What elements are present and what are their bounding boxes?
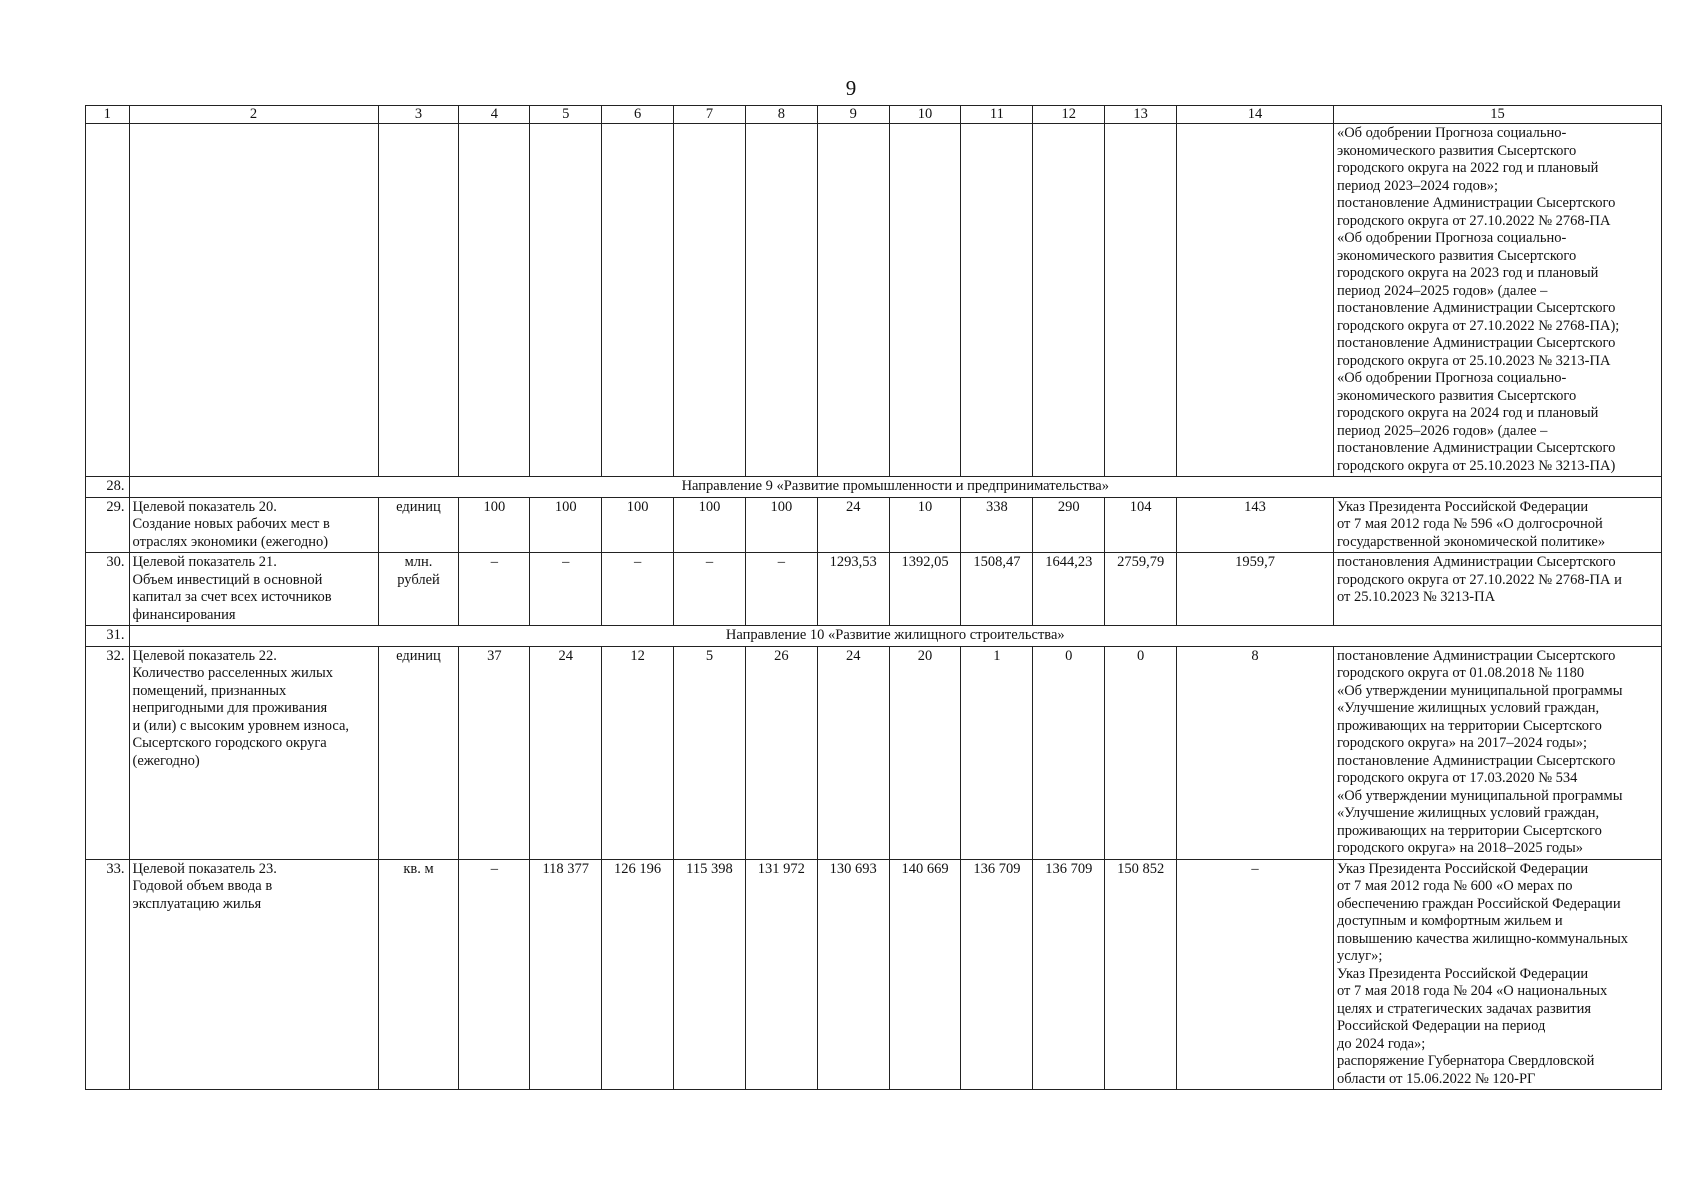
value-cell: 12 [602, 646, 674, 859]
text-line: помещений, признанных [132, 682, 287, 699]
indicator-name [129, 497, 378, 553]
text-line: городского округа» на 2017–2024 годы»; [1336, 735, 1588, 751]
text-line: от 7 мая 2018 года № 204 «О национальных [1336, 983, 1608, 999]
table-row [86, 859, 1662, 1090]
value-cell: 100 [530, 497, 602, 553]
text-line: постановление Администрации Сысертского [1336, 195, 1616, 211]
value-cell: 118 377 [530, 859, 602, 1090]
value-cell: 24 [817, 497, 889, 553]
value-cell: 2759,79 [1105, 553, 1177, 626]
direction-row [86, 626, 1662, 647]
value-cell: 150 852 [1105, 859, 1177, 1090]
text-line: до 2024 года»; [1336, 1035, 1426, 1052]
value-cell: – [745, 553, 817, 626]
text-line: «Улучшение жилищных условий граждан, [1336, 805, 1600, 821]
text-line: городского округа от 17.03.2020 № 534 [1336, 770, 1578, 786]
value-cell: 115 398 [674, 859, 746, 1090]
value-cell: 100 [674, 497, 746, 553]
empty-cell [961, 124, 1033, 477]
text-line: Целевой показатель 20. [132, 498, 277, 515]
text-line: млн. [404, 554, 433, 570]
text-line: Целевой показатель 22. [132, 647, 277, 664]
empty-cell [459, 124, 530, 477]
text-line: повышению качества жилищно-коммунальных [1336, 930, 1628, 947]
value-cell: 290 [1033, 497, 1105, 553]
row-number: 28. [86, 477, 130, 498]
text-line: городского округа от 25.10.2023 № 3213-ПА [1336, 352, 1611, 369]
column-header-6: 6 [602, 106, 674, 124]
text-line: экономического развития Сысертского [1336, 142, 1577, 159]
text-line: период 2024–2025 годов» (далее – [1336, 282, 1548, 299]
value-cell: 10 [889, 497, 961, 553]
value-cell: – [459, 553, 530, 626]
text-line: постановление Администрации Сысертского [1336, 647, 1616, 664]
text-line: городского округа от 25.10.2023 № 3213-ПА) [1336, 457, 1616, 474]
value-cell: 131 972 [745, 859, 817, 1090]
text-line: доступным и комфортным жильем и [1336, 913, 1563, 929]
value-cell: 24 [817, 646, 889, 859]
empty-cell [602, 124, 674, 477]
text-line: Указ Президента Российской Федерации [1336, 498, 1589, 515]
value-cell: 104 [1105, 497, 1177, 553]
empty-cell [1177, 124, 1334, 477]
column-header-7: 7 [674, 106, 746, 124]
text-line: городского округа от 27.10.2022 № 2768-ПА); [1336, 317, 1620, 334]
direction-title: Направление 9 «Развитие промышленности и предпринимательства» [129, 477, 1661, 498]
column-header-12: 12 [1033, 106, 1105, 124]
value-cell: 24 [530, 646, 602, 859]
value-cell: 143 [1177, 497, 1334, 553]
text-line: постановление Администрации Сысертского [1336, 440, 1616, 456]
text-line: проживающих на территории Сысертского [1336, 717, 1602, 734]
row-number: 29. [86, 497, 130, 553]
indicator-name [129, 553, 378, 626]
text-line: период 2023–2024 годов»; [1336, 177, 1499, 194]
direction-row [86, 477, 1662, 498]
text-line: Сысертского городского округа [132, 735, 327, 751]
text-line: городского округа от 27.10.2022 № 2768-ПА [1336, 212, 1611, 229]
column-header-8: 8 [745, 106, 817, 124]
empty-cell [1105, 124, 1177, 477]
text-line: экономического развития Сысертского [1336, 387, 1577, 404]
text-line: городского округа на 2024 год и плановый [1336, 405, 1599, 421]
value-cell: – [674, 553, 746, 626]
column-header-1: 1 [86, 106, 130, 124]
source-cell [1333, 859, 1661, 1090]
column-header-3: 3 [378, 106, 459, 124]
unit-cell [378, 553, 459, 626]
text-line: постановление Администрации Сысертского [1336, 752, 1616, 769]
indicator-name [129, 859, 378, 1090]
text-line: капитал за счет всех источников [132, 589, 332, 605]
text-line: «Об одобрении Прогноза социально- [1336, 125, 1567, 141]
column-header-15: 15 [1333, 106, 1661, 124]
text-line: Целевой показатель 21. [132, 554, 277, 570]
value-cell: 1959,7 [1177, 553, 1334, 626]
empty-cell [530, 124, 602, 477]
value-cell: 338 [961, 497, 1033, 553]
text-line: рублей [397, 571, 440, 588]
empty-cell [674, 124, 746, 477]
table-row [86, 553, 1662, 626]
indicators-table [85, 105, 1662, 1090]
text-line: от 7 мая 2012 года № 596 «О долгосрочной [1336, 516, 1603, 532]
value-cell: 37 [459, 646, 530, 859]
source-cell [1333, 553, 1661, 626]
value-cell: 100 [745, 497, 817, 553]
value-cell: – [1177, 859, 1334, 1090]
value-cell: 1 [961, 646, 1033, 859]
text-line: единиц [396, 647, 441, 664]
text-line: от 7 мая 2012 года № 600 «О мерах по [1336, 878, 1573, 894]
text-line: обеспечению граждан Российской Федерации [1336, 895, 1621, 912]
text-line: от 25.10.2023 № 3213-ПА [1336, 589, 1496, 605]
empty-cell [1033, 124, 1105, 477]
text-line: Указ Президента Российской Федерации [1336, 860, 1589, 877]
text-line: финансирования [132, 606, 236, 623]
value-cell: 100 [602, 497, 674, 553]
text-line: Указ Президента Российской Федерации [1336, 965, 1589, 982]
value-cell: 1293,53 [817, 553, 889, 626]
table-row [86, 497, 1662, 553]
table-row [86, 646, 1662, 859]
column-header-14: 14 [1177, 106, 1334, 124]
header-row [86, 106, 1662, 124]
text-line: городского округа от 01.08.2018 № 1180 [1336, 665, 1585, 681]
text-line: городского округа на 2022 год и плановый [1336, 160, 1599, 176]
empty-cell [129, 124, 378, 477]
value-cell: 136 709 [1033, 859, 1105, 1090]
text-line: государственной экономической политике» [1336, 533, 1606, 550]
value-cell: 5 [674, 646, 746, 859]
text-line: целях и стратегических задачах развития [1336, 1000, 1592, 1017]
text-line: постановление Администрации Сысертского [1336, 300, 1616, 316]
unit-cell [378, 859, 459, 1090]
row-number: 30. [86, 553, 130, 626]
value-cell: 1508,47 [961, 553, 1033, 626]
text-line: «Об одобрении Прогноза социально- [1336, 230, 1567, 246]
value-cell: 136 709 [961, 859, 1033, 1090]
value-cell: 100 [459, 497, 530, 553]
text-line: Количество расселенных жилых [132, 665, 333, 681]
value-cell: 26 [745, 646, 817, 859]
value-cell: 0 [1105, 646, 1177, 859]
value-cell: 1392,05 [889, 553, 961, 626]
source-cell [1333, 124, 1661, 477]
empty-cell [378, 124, 459, 477]
indicator-name [129, 646, 378, 859]
value-cell: 20 [889, 646, 961, 859]
row-number: 33. [86, 859, 130, 1090]
text-line: постановление Администрации Сысертского [1336, 335, 1616, 351]
text-line: Российской Федерации на период [1336, 1018, 1546, 1034]
unit-cell [378, 497, 459, 553]
unit-cell [378, 646, 459, 859]
text-line: «Об утверждении муниципальной программы [1336, 787, 1623, 804]
text-line: эксплуатацию жилья [132, 895, 262, 912]
text-line: экономического развития Сысертского [1336, 247, 1577, 264]
value-cell: 130 693 [817, 859, 889, 1090]
column-header-11: 11 [961, 106, 1033, 124]
text-line: и (или) с высоким уровнем износа, [132, 717, 350, 734]
text-line: распоряжение Губернатора Свердловской [1336, 1053, 1595, 1069]
empty-cell [745, 124, 817, 477]
text-line: период 2025–2026 годов» (далее – [1336, 422, 1548, 439]
row-number: 32. [86, 646, 130, 859]
value-cell: 126 196 [602, 859, 674, 1090]
value-cell: 8 [1177, 646, 1334, 859]
value-cell: – [530, 553, 602, 626]
column-header-9: 9 [817, 106, 889, 124]
value-cell: 140 669 [889, 859, 961, 1090]
text-line: Создание новых рабочих мест в [132, 516, 330, 532]
text-line: непригодными для проживания [132, 700, 328, 716]
column-header-5: 5 [530, 106, 602, 124]
text-line: области от 15.06.2022 № 120-РГ [1336, 1070, 1536, 1087]
text-line: «Об одобрении Прогноза социально- [1336, 370, 1567, 386]
text-line: проживающих на территории Сысертского [1336, 822, 1602, 839]
direction-title: Направление 10 «Развитие жилищного строительства» [129, 626, 1661, 647]
empty-cell [86, 124, 130, 477]
text-line: городского округа» на 2018–2025 годы» [1336, 840, 1584, 856]
continuation-row [86, 124, 1662, 477]
empty-cell [889, 124, 961, 477]
value-cell: 0 [1033, 646, 1105, 859]
column-header-4: 4 [459, 106, 530, 124]
text-line: услуг»; [1336, 948, 1383, 964]
text-line: постановления Администрации Сысертского [1336, 554, 1616, 570]
text-line: «Об утверждении муниципальной программы [1336, 682, 1623, 699]
text-line: «Улучшение жилищных условий граждан, [1336, 700, 1600, 716]
column-header-2: 2 [129, 106, 378, 124]
text-line: Годовой объем ввода в [132, 878, 273, 894]
text-line: Целевой показатель 23. [132, 860, 277, 877]
empty-cell [817, 124, 889, 477]
source-cell [1333, 497, 1661, 553]
text-line: отраслях экономики (ежегодно) [132, 533, 329, 550]
text-line: кв. м [403, 860, 434, 877]
page-number: 9 [845, 76, 857, 100]
value-cell: – [602, 553, 674, 626]
value-cell: – [459, 859, 530, 1090]
value-cell: 1644,23 [1033, 553, 1105, 626]
source-cell [1333, 646, 1661, 859]
column-header-10: 10 [889, 106, 961, 124]
text-line: (ежегодно) [132, 752, 200, 769]
text-line: Объем инвестиций в основной [132, 571, 323, 588]
row-number: 31. [86, 626, 130, 647]
text-line: городского округа на 2023 год и плановый [1336, 265, 1599, 281]
text-line: городского округа от 27.10.2022 № 2768-ПА и [1336, 571, 1622, 588]
text-line: единиц [396, 498, 441, 515]
column-header-13: 13 [1105, 106, 1177, 124]
